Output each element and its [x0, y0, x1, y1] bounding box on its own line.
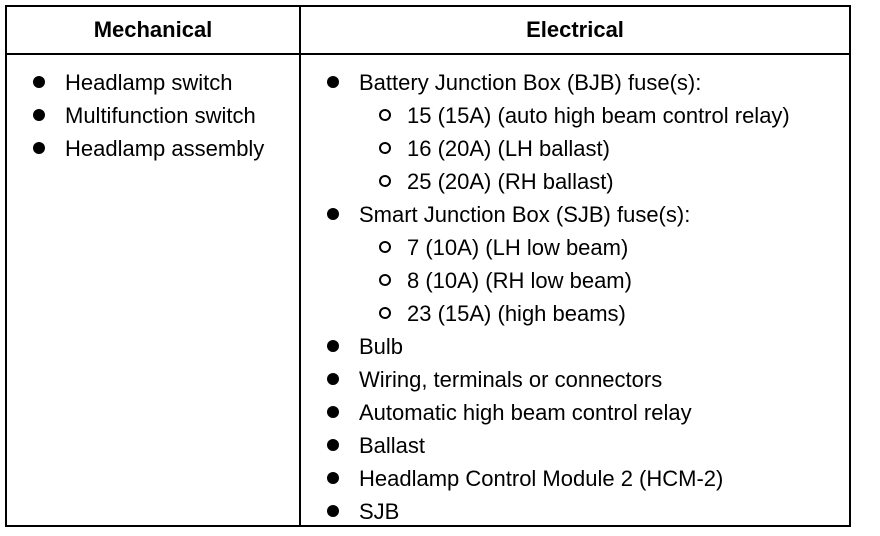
bullet-icon: [327, 406, 339, 418]
list-item-text: 23 (15A) (high beams): [407, 301, 626, 326]
bullet-icon: [327, 208, 339, 220]
sub-list-item: [301, 132, 790, 165]
list-item: [7, 66, 264, 99]
hollow-bullet-icon: [379, 109, 391, 121]
bullet-icon: [33, 142, 45, 154]
header-mechanical: Mechanical: [93, 17, 213, 42]
hollow-bullet-icon: [379, 307, 391, 319]
bullet-icon: [327, 373, 339, 385]
list-item-text: 7 (10A) (LH low beam): [407, 235, 629, 260]
sub-list-item: [301, 297, 790, 330]
electrical-list: [301, 66, 790, 528]
list-item: [301, 462, 790, 495]
hollow-bullet-icon: [379, 142, 391, 154]
hollow-bullet-icon: [379, 241, 391, 253]
list-item-text: Wiring, terminals or connectors: [359, 367, 663, 392]
bullet-icon: [327, 505, 339, 517]
list-item-text: Headlamp Control Module 2 (HCM-2): [359, 466, 724, 491]
list-item-text: 15 (15A) (auto high beam control relay): [407, 103, 790, 128]
list-item-text: Battery Junction Box (BJB) fuse(s):: [359, 70, 702, 95]
hollow-bullet-icon: [379, 274, 391, 286]
list-item-text: Automatic high beam control relay: [359, 400, 692, 425]
bullet-icon: [327, 76, 339, 88]
list-item-text: Smart Junction Box (SJB) fuse(s):: [359, 202, 691, 227]
list-item-text: 25 (20A) (RH ballast): [407, 169, 614, 194]
list-item: [301, 495, 790, 528]
sub-list-item: [301, 99, 790, 132]
mechanical-list: [7, 66, 264, 165]
bullet-icon: [327, 340, 339, 352]
sub-list-item: [301, 165, 790, 198]
list-item: [301, 396, 790, 429]
bullet-icon: [327, 439, 339, 451]
list-item: [301, 198, 790, 231]
header-electrical: Electrical: [526, 17, 624, 42]
sub-list-item: [301, 264, 790, 297]
bullet-icon: [33, 76, 45, 88]
list-item: [301, 330, 790, 363]
list-item: [7, 132, 264, 165]
diagnostic-table: [5, 5, 851, 527]
sub-list-item: [301, 231, 790, 264]
list-item: [301, 363, 790, 396]
list-item-text: SJB: [359, 499, 400, 524]
bullet-icon: [327, 472, 339, 484]
list-item: [7, 99, 264, 132]
list-item-text: 16 (20A) (LH ballast): [407, 136, 610, 161]
list-item: [301, 66, 790, 99]
list-item-text: Multifunction switch: [65, 103, 256, 128]
bullet-icon: [33, 109, 45, 121]
header-divider: [7, 53, 849, 55]
list-item-text: 8 (10A) (RH low beam): [407, 268, 632, 293]
list-item-text: Ballast: [359, 433, 426, 458]
list-item: [301, 429, 790, 462]
list-item-text: Headlamp assembly: [65, 136, 265, 161]
hollow-bullet-icon: [379, 175, 391, 187]
list-item-text: Headlamp switch: [65, 70, 233, 95]
list-item-text: Bulb: [359, 334, 404, 359]
